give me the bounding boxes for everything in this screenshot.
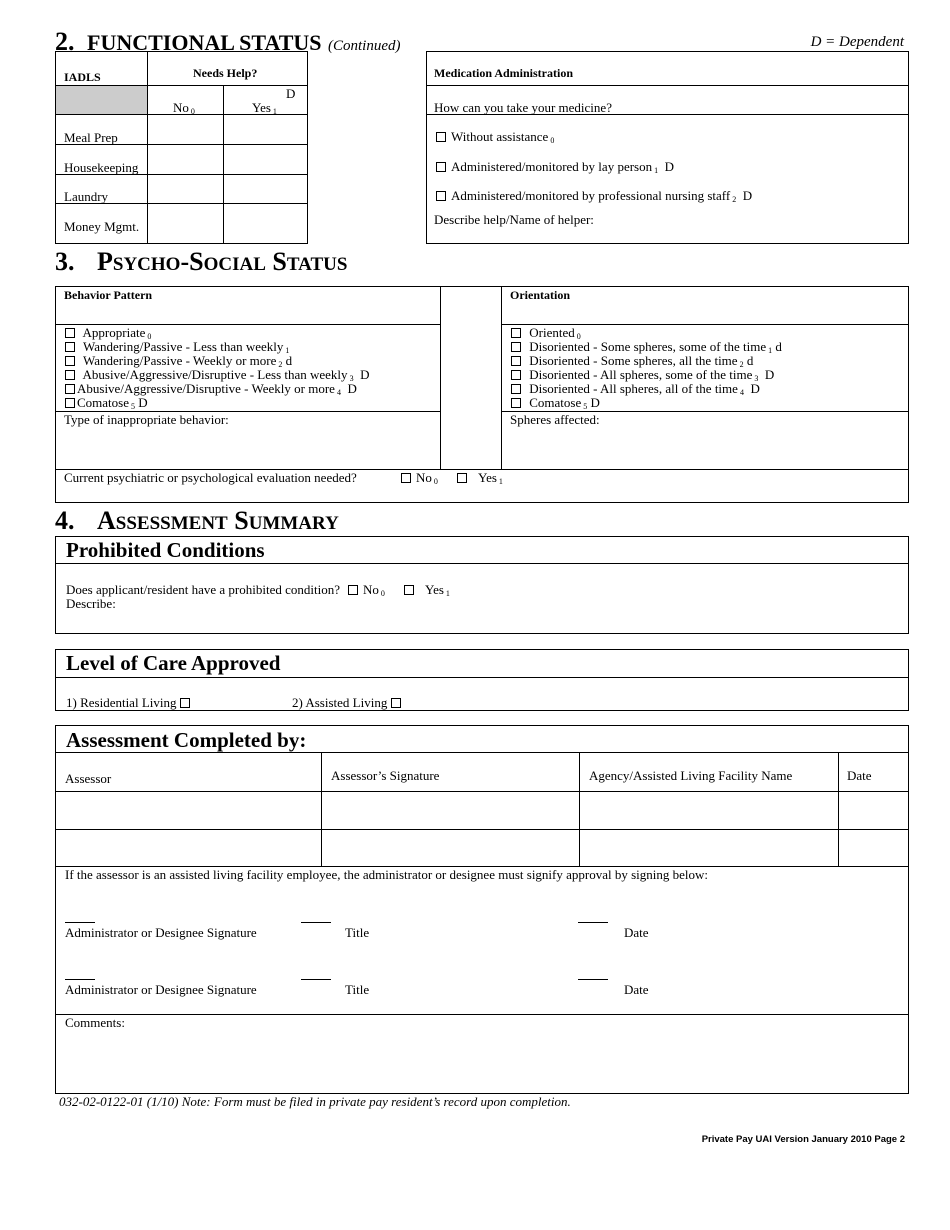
column-header-date: Date: [847, 768, 872, 783]
checkbox[interactable]: [511, 342, 521, 352]
behavior-pattern-title: Behavior Pattern: [64, 288, 153, 302]
needs-help-header: Needs Help?: [193, 66, 258, 80]
behavior-option[interactable]: Comatose $_5$ D: [65, 396, 148, 414]
iadls-row-label: Laundry: [64, 189, 109, 204]
assessment-completed-title: Assessment Completed by:: [66, 728, 307, 752]
iadls-yes-header: Yes $_1$: [252, 100, 277, 116]
checkbox[interactable]: [436, 132, 446, 142]
title-line[interactable]: [301, 979, 331, 980]
medication-option[interactable]: Administered/monitored by professional nursing staff $_2$ D: [436, 189, 752, 207]
date-line[interactable]: [578, 979, 608, 980]
section-3-heading: 3. PSYCHO-SOCIAL STATUS: [55, 247, 348, 276]
orientation-option[interactable]: Disoriented - Some spheres, all the time $_2$ d: [511, 354, 753, 372]
checkbox[interactable]: [65, 328, 75, 338]
checkbox[interactable]: [404, 585, 414, 595]
column-header-agency: Agency/Assisted Living Facility Name: [589, 768, 793, 783]
section-2-continued: (Continued): [328, 38, 401, 54]
orientation-option[interactable]: Oriented $_0$: [511, 326, 581, 344]
orientation-option[interactable]: Comatose $_5$ D: [511, 396, 600, 414]
level-of-care-title: Level of Care Approved: [66, 651, 281, 675]
form-note: 032-02-0122-01 (1/10) Note: Form must be filed in private pay resident’s record upon completion.: [59, 1094, 571, 1109]
signature-line[interactable]: [65, 979, 95, 980]
checkbox[interactable]: [511, 370, 521, 380]
orientation-title: Orientation: [510, 288, 570, 302]
iadls-shaded-cell: [56, 86, 147, 114]
date-line[interactable]: [578, 922, 608, 923]
medication-describe-label: Describe help/Name of helper:: [434, 212, 594, 227]
administrator-signature-label: Administrator or Designee Signature: [65, 982, 257, 997]
behavior-option[interactable]: Wandering/Passive - Less than weekly $_1$: [65, 340, 289, 358]
assisted-living-option[interactable]: 2) Assisted Living: [292, 696, 406, 710]
checkbox[interactable]: [511, 356, 521, 366]
checkbox[interactable]: [65, 384, 75, 394]
orientation-option[interactable]: Disoriented - All spheres, all of the time $_4$ D: [511, 382, 760, 400]
title-label: Title: [345, 925, 370, 940]
medication-question: How can you take your medicine?: [434, 100, 612, 115]
behavior-option[interactable]: Abusive/Aggressive/Disruptive - Weekly or more $_4$ D: [65, 382, 357, 400]
iadls-cell-laundry-no[interactable]: [148, 175, 223, 203]
section-2-title: FUNCTIONAL STATUS: [87, 30, 322, 55]
checkbox[interactable]: [180, 698, 190, 708]
iadls-row-label: Money Mgmt.: [64, 219, 140, 234]
title-label: Title: [345, 982, 370, 997]
orientation-option[interactable]: Disoriented - All spheres, some of the time $_3$ D: [511, 368, 774, 386]
comments-area[interactable]: [56, 1031, 908, 1093]
prohibited-yes-option[interactable]: Yes $_1$: [404, 583, 450, 601]
prohibited-describe-label: Describe:: [66, 596, 116, 611]
iadls-cell-meal-yes[interactable]: [224, 115, 307, 144]
iadls-cell-laundry-yes[interactable]: [224, 175, 307, 203]
column-header-assessor: Assessor: [65, 771, 112, 786]
checkbox[interactable]: [65, 342, 75, 352]
checkbox[interactable]: [436, 162, 446, 172]
section-2-number: 2.: [55, 27, 75, 56]
section-4-heading: 4. ASSESSMENT SUMMARY: [55, 506, 339, 535]
iadls-cell-money-yes[interactable]: [224, 204, 307, 243]
checkbox[interactable]: [511, 398, 521, 408]
column-gap: [441, 287, 501, 468]
residential-living-option[interactable]: 1) Residential Living: [66, 696, 195, 710]
evaluation-no-option[interactable]: No $_0$: [401, 471, 438, 489]
checkbox[interactable]: [65, 398, 75, 408]
iadls-cell-money-no[interactable]: [148, 204, 223, 243]
behavior-option[interactable]: Abusive/Aggressive/Disruptive - Less than weekly $_3$ D: [65, 368, 369, 386]
title-line[interactable]: [301, 922, 331, 923]
signature-line[interactable]: [65, 922, 95, 923]
inappropriate-behavior-label: Type of inappropriate behavior:: [64, 412, 229, 427]
iadls-row-label: Housekeeping: [64, 160, 139, 175]
checkbox[interactable]: [436, 191, 446, 201]
column-header-signature: Assessor’s Signature: [331, 768, 440, 783]
signature-cell[interactable]: [322, 792, 578, 828]
iadls-no-header: No $_0$: [173, 100, 195, 116]
checkbox[interactable]: [65, 370, 75, 380]
checkbox[interactable]: [65, 356, 75, 366]
checkbox[interactable]: [391, 698, 401, 708]
iadls-header: IADLS: [64, 70, 101, 84]
assessor-cell[interactable]: [56, 830, 320, 865]
agency-cell[interactable]: [580, 792, 837, 828]
checkbox[interactable]: [511, 328, 521, 338]
iadls-cell-housekeeping-no[interactable]: [148, 145, 223, 174]
spheres-affected-label: Spheres affected:: [510, 412, 600, 427]
prohibited-no-option[interactable]: No $_0$: [348, 583, 385, 601]
administrator-signature-label: Administrator or Designee Signature: [65, 925, 257, 940]
checkbox[interactable]: [457, 473, 467, 483]
iadls-d-marker: D: [286, 86, 296, 101]
date-cell[interactable]: [839, 792, 908, 828]
page-footer: Private Pay UAI Version January 2010 Page 2: [701, 1134, 905, 1145]
medication-title: Medication Administration: [434, 66, 574, 80]
checkbox[interactable]: [348, 585, 358, 595]
prohibited-question: Does applicant/resident have a prohibited condition?: [66, 582, 340, 597]
iadls-cell-meal-no[interactable]: [148, 115, 223, 144]
agency-cell[interactable]: [580, 830, 837, 865]
medication-option[interactable]: Administered/monitored by lay person $_1$ D: [436, 160, 674, 178]
iadls-row-label: Meal Prep: [64, 130, 118, 145]
behavior-option[interactable]: Appropriate $_0$: [65, 326, 151, 344]
assessor-cell[interactable]: [56, 792, 320, 828]
date-label: Date: [624, 982, 649, 997]
iadls-cell-housekeeping-yes[interactable]: [224, 145, 307, 174]
behavior-option[interactable]: Wandering/Passive - Weekly or more $_2$ d: [65, 354, 292, 372]
approval-note: If the assessor is an assisted living facility employee, the administrator or designee must signify approval by signing below:: [65, 867, 709, 882]
orientation-option[interactable]: Disoriented - Some spheres, some of the time $_1$ d: [511, 340, 782, 358]
medication-option[interactable]: Without assistance $_0$: [436, 130, 554, 148]
date-cell[interactable]: [839, 830, 908, 865]
signature-cell[interactable]: [322, 830, 578, 865]
date-label: Date: [624, 925, 649, 940]
checkbox[interactable]: [511, 384, 521, 394]
comments-label: Comments:: [65, 1015, 125, 1030]
evaluation-yes-option[interactable]: Yes $_1$: [457, 471, 503, 489]
evaluation-question: Current psychiatric or psychological evaluation needed?: [64, 470, 357, 485]
checkbox[interactable]: [401, 473, 411, 483]
prohibited-conditions-title: Prohibited Conditions: [66, 538, 265, 562]
dependent-note: D = Dependent: [810, 34, 904, 50]
